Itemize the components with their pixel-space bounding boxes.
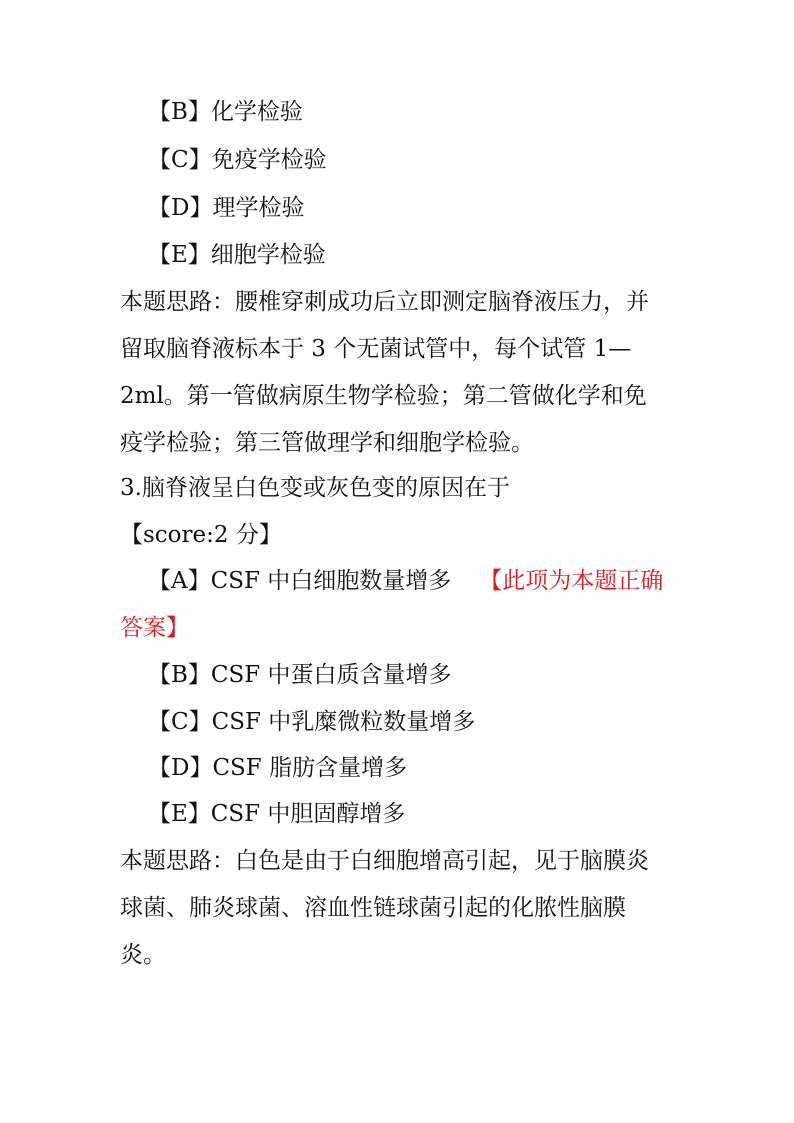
option-text: 细胞学检验 [210, 242, 326, 268]
q2-option-c [148, 145, 708, 175]
q3-option-e [148, 799, 708, 829]
option-text: CSF 脂肪含量增多 [212, 755, 408, 781]
q3-option-c [148, 707, 708, 737]
q3-score: 【score:2 分】 [120, 522, 282, 548]
q2-explanation-line: 本题思路：腰椎穿刺成功后立即测定脑脊液压力，并 [120, 289, 649, 315]
q2-option-b [148, 97, 708, 127]
q2-explanation-line: 疫学检验；第三管做理学和细胞学检验。 [120, 430, 534, 456]
q3-option-b [148, 660, 708, 690]
option-letter: 【B】 [148, 99, 211, 125]
q3-explanation-line: 炎。 [120, 942, 166, 968]
q2-option-e [148, 240, 708, 270]
option-text: CSF 中乳糜微粒数量增多 [211, 709, 476, 735]
option-text: CSF 中蛋白质含量增多 [210, 662, 452, 688]
option-letter: 【A】 [148, 568, 211, 594]
option-letter: 【D】 [148, 755, 213, 781]
q2-explanation-line: 留取脑脊液标本于 3 个无菌试管中，每个试管 1— [120, 336, 632, 362]
q3-option-a [148, 566, 708, 596]
option-letter: 【C】 [148, 147, 212, 173]
option-letter: 【B】 [148, 662, 211, 688]
q3-option-d [148, 753, 708, 783]
option-letter: 【E】 [148, 801, 211, 827]
q3-explanation-line: 球菌、肺炎球菌、溶血性链球菌引起的化脓性脑膜 [120, 895, 626, 921]
option-text: CSF 中胆固醇增多 [210, 801, 406, 827]
correct-answer-note-cont: 答案】 [120, 615, 189, 641]
option-text: CSF 中白细胞数量增多 [210, 568, 452, 594]
q3-title: 3.脑脊液呈白色变或灰色变的原因在于 [120, 475, 510, 501]
option-letter: 【C】 [148, 709, 212, 735]
q3-explanation-line: 本题思路：白色是由于白细胞增高引起，见于脑膜炎 [120, 848, 649, 874]
option-letter: 【D】 [148, 195, 213, 221]
correct-answer-note: 【此项为本题正确 [479, 568, 664, 594]
option-text: 理学检验 [212, 195, 305, 221]
q2-explanation-line: 2ml。第一管做病原生物学检验；第二管做化学和免 [120, 383, 647, 409]
q2-option-d [148, 193, 708, 223]
option-text: 化学检验 [210, 99, 303, 125]
option-text: 免疫学检验 [211, 147, 327, 173]
option-letter: 【E】 [148, 242, 211, 268]
